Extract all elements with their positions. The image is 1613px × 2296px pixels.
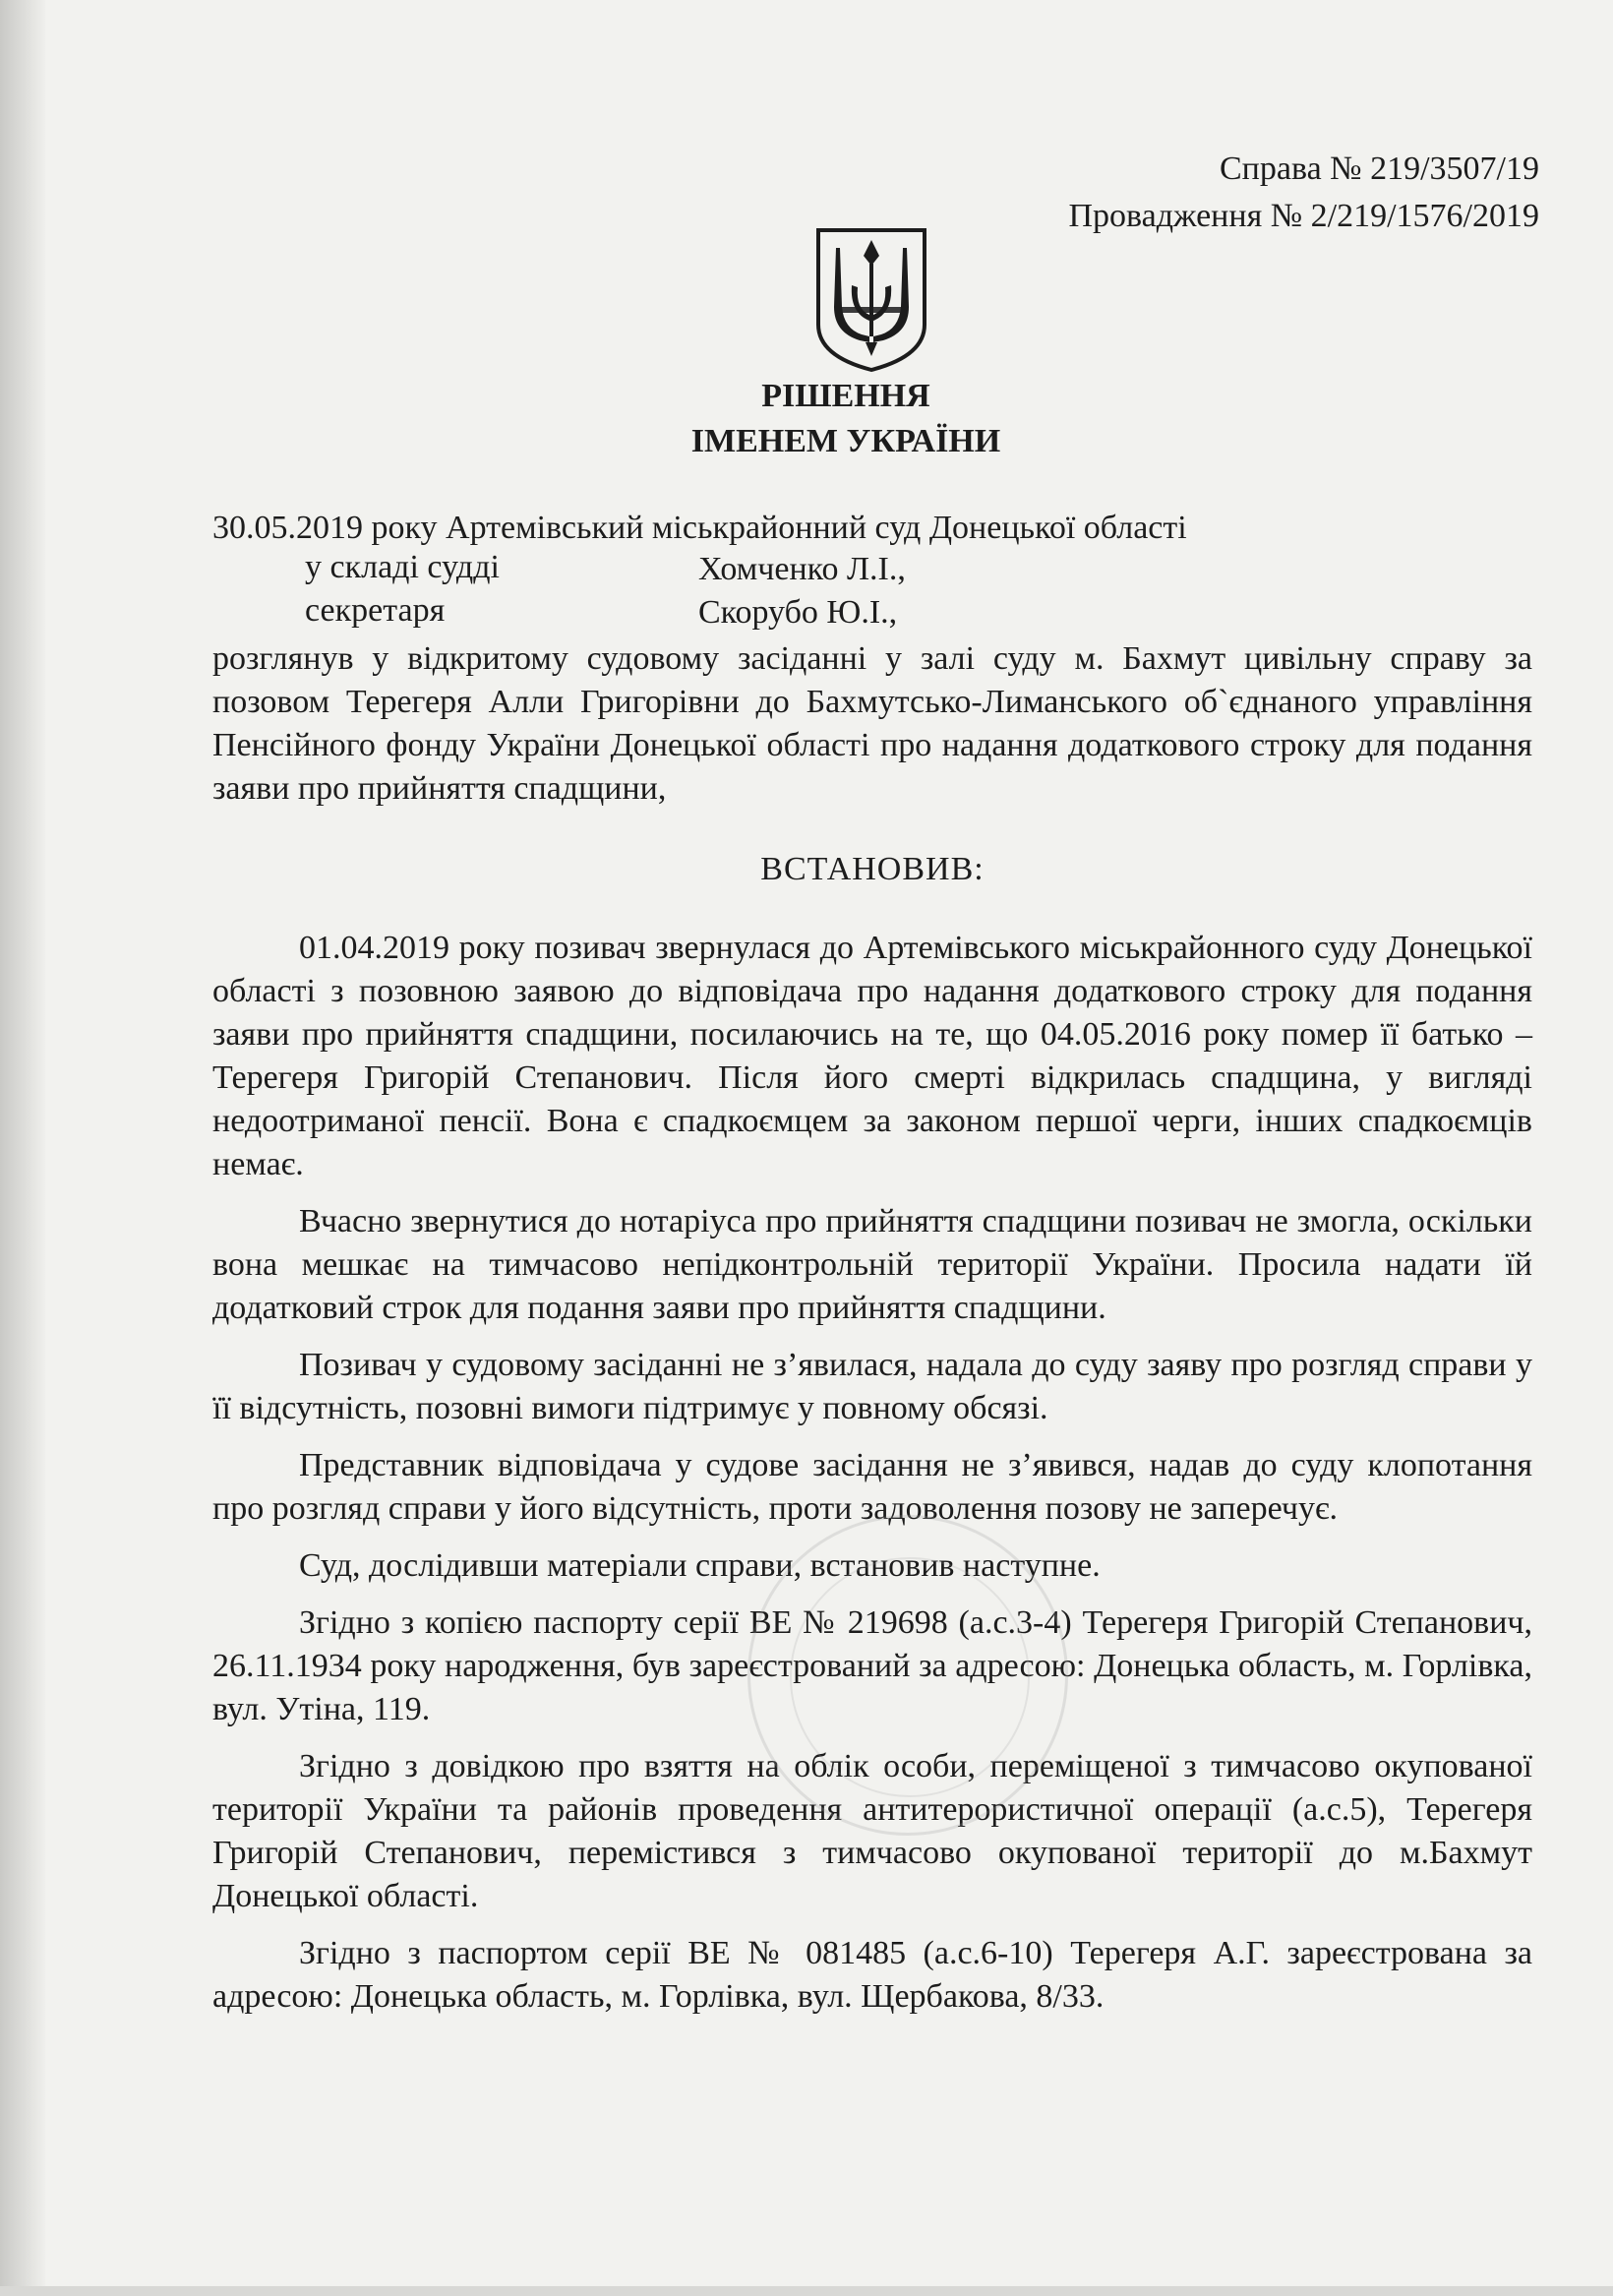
body-paragraph: Згідно з довідкою про взяття на облік особи, переміщеної з тимчасово окупованої території України та районів проведення антитерористичної операції (а.с.5), Терегеря Григорій Степанович, перемістився з тимчасово окупованої території до м.Бахмут Донецької області. (212, 1748, 1532, 1914)
body-paragraph: Згідно з паспортом серії ВЕ № 081485 (а.с.6-10) Терегеря А.Г. зареєстрована за адресою: Донецька область, м. Горлівка, вул. Щербакова, 8/33. (212, 1935, 1532, 2015)
body-paragraph: 01.04.2019 року позивач звернулася до Артемівського міськрайонного суду Донецької області з позовною заявою до відповідача про надання додаткового строку для подання заяви про прийняття спадщини, посилаючись на те, що 04.05.2016 року помер її батько – Терегеря Григорій Степанович. Після його смерті відкрилась спадщина, у вигляді недоотриманої пенсії. Вона є спадкоємцем за законом першої черги, інших спадкоємців немає. (212, 930, 1532, 1182)
title-in-name-of-ukraine: ІМЕНЕМ УКРАЇНИ (690, 423, 1001, 459)
judge-name: Хомченко Л.І., (698, 551, 906, 587)
body-paragraph: Суд, дослідивши матеріали справи, встановив наступне. (299, 1547, 1101, 1584)
body-paragraph: Згідно з копією паспорту серії ВЕ № 219698 (а.с.3-4) Терегеря Григорій Степанович, 26.11.1934 року народження, був зареєстрований за адресою: Донецька область, м. Горлівка, вул. Утіна, 119. (212, 1604, 1532, 1727)
intro-date-court: 30.05.2019 року Артемівський міськрайонний суд Донецької області (212, 510, 1187, 546)
case-header (1069, 146, 1540, 240)
faint-seal-inner-ring (790, 1557, 1030, 1797)
secretary-label: секретаря (305, 592, 446, 629)
considered-paragraph: розглянув у відкритому судовому засіданні у залі суду м. Бахмут цивільну справу за позовом Терегеря Алли Григорівни до Бахмутсько-Лиманського об`єднаного управління Пенсійного фонду України Донецької області про надання додаткового строку для подання заяви про прийняття спадщини, (212, 640, 1532, 807)
section-heading-established: ВСТАНОВИВ: (760, 851, 985, 887)
secretary-name: Скорубо Ю.І., (698, 594, 898, 631)
body-paragraph: Позивач у судовому засіданні не з’явилася, надала до суду заяву про розгляд справи у її відсутність, позовні вимоги підтримує у повному обсязі. (212, 1347, 1532, 1426)
body-paragraph: Представник відповідача у судове засідання не з’явився, надав до суду клопотання про розгляд справи у його відсутність, проти задоволення позову не заперечує. (212, 1447, 1532, 1527)
judge-label: у складі судді (305, 549, 500, 585)
decision-title (0, 374, 1613, 464)
case-number: Справа № 219/3507/19 (1220, 151, 1539, 187)
title-decision: РІШЕННЯ (761, 378, 930, 414)
faint-seal-stamp (747, 1515, 1068, 1836)
proceeding-number: Провадження № 2/219/1576/2019 (1068, 198, 1539, 234)
trident-coat-of-arms-icon (812, 226, 930, 374)
body-paragraph: Вчасно звернутися до нотаріуса про прийняття спадщини позивач не змогла, оскільки вона мешкає на тимчасово непідконтрольній території України. Просила надати їй додатковий строк для подання заяви про прийняття спадщини. (212, 1203, 1532, 1326)
